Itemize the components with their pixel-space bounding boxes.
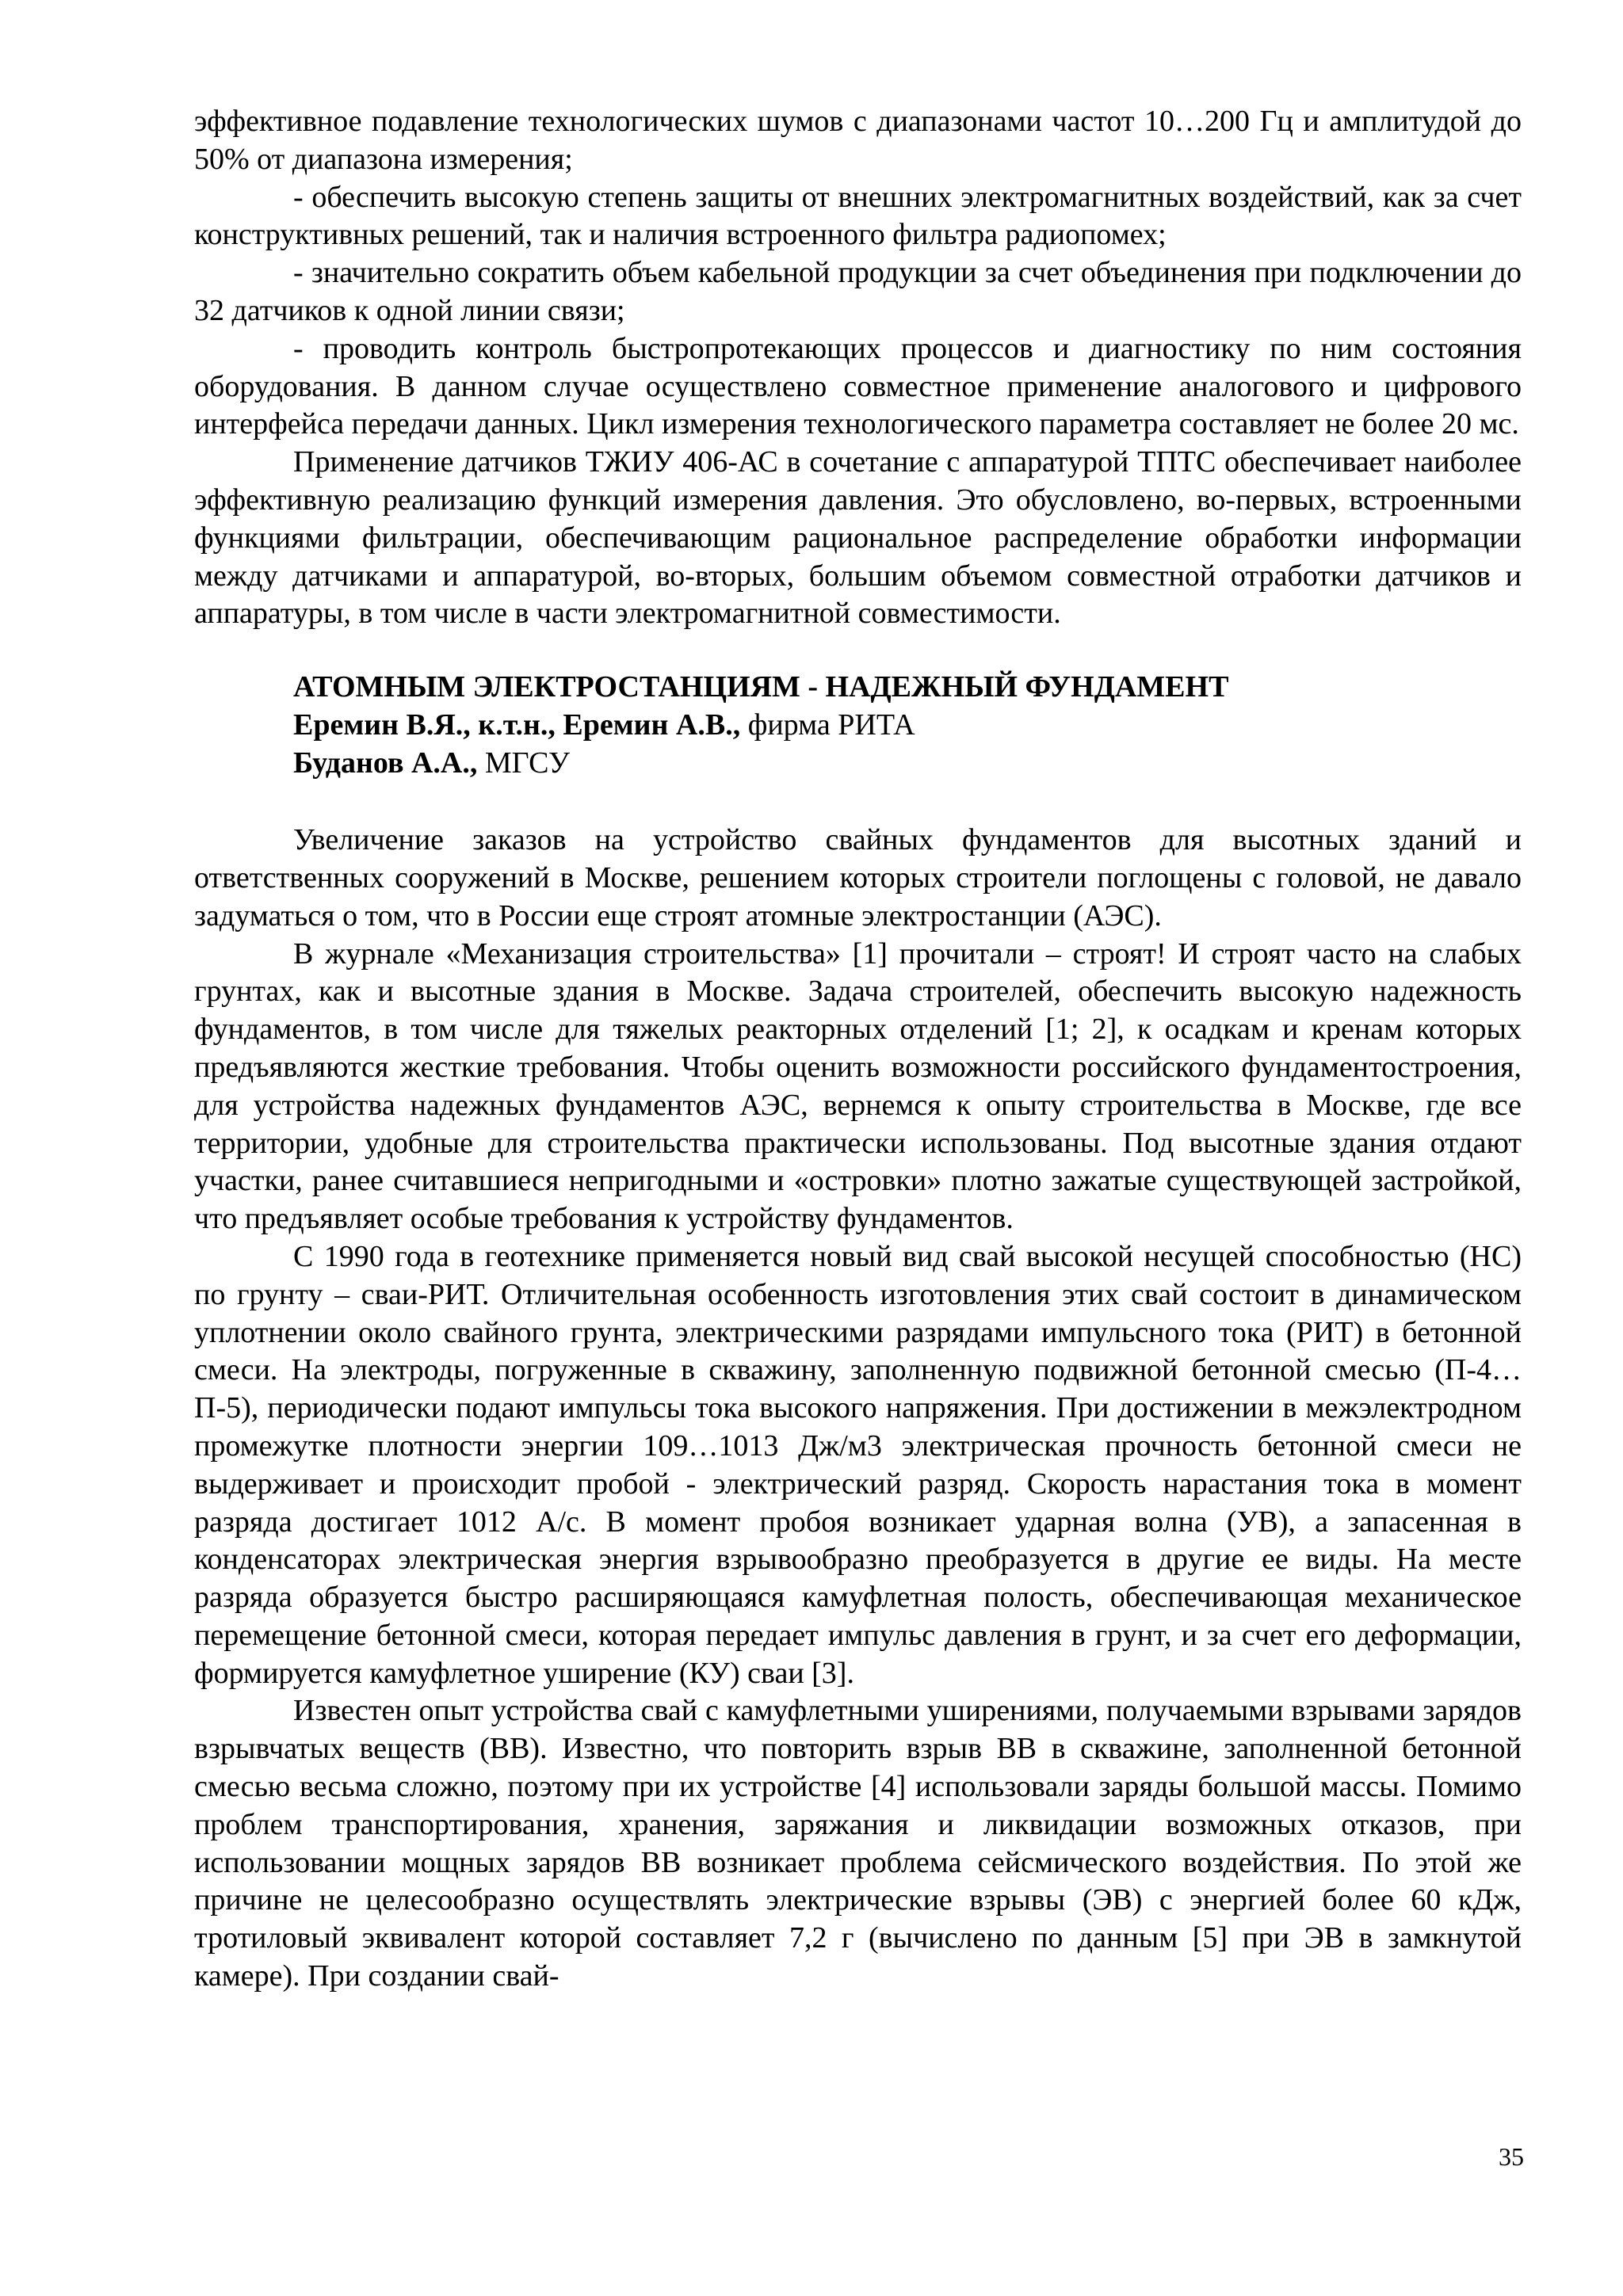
paragraph-sensor-application: Применение датчиков ТЖИУ 406-АС в сочетание с аппаратурой ТПТС обеспечивает наиболее эффективную реализацию функций измерения давления. Это обусловлено, во-первых, встроенными функциями фильтрации, обеспечивающим рациональное распределение обработки информации между датчиками и аппаратурой, во-вторых, большим объемом совместной отработки датчиков и аппаратуры, в том числе в части электромагнитной совместимости. bbox=[194, 445, 1522, 631]
author-affiliation: МГСУ bbox=[477, 746, 570, 780]
author-affiliation: фирма РИТА bbox=[740, 708, 915, 742]
paragraph-cable-reduction: - значительно сократить объем кабельной продукции за счет объединения при подключении до 32 датчиков к одной линии связи; bbox=[194, 256, 1522, 327]
paragraph-explosive-experience: Известен опыт устройства свай с камуфлетными уширениями, получаемыми взрывами зарядов взрывчатых веществ (ВВ). Известно, что повторить взрыв ВВ в скважине, заполненной бетонной смесью весьма сложно, поэтому при их устройстве [4] использовали заряды большой массы. Помимо проблем транспортирования, хранения, заряжания и ликвидации возможных отказов, при использовании мощных зарядов ВВ возникает проблема сейсмического воздействия. По этой же причине не целесообразно осуществлять электрические взрывы (ЭВ) с энергией более 60 кДж, тротиловый эквивалент которой составляет 7,2 г (вычислено по данным [5] при ЭВ в замкнутой камере). При создании свай- bbox=[194, 1694, 1522, 1993]
author-names: Еремин В.Я., к.т.н., Еремин А.В., bbox=[293, 708, 741, 742]
author-line bbox=[293, 744, 1522, 782]
paragraph-rit-piles: С 1990 года в геотехнике применяется новый вид свай высокой несущей способностью (НС) по грунту – сваи-РИТ. Отличительная особенность изготовления этих свай состоит в динамическом уплотнении около свайного грунта, электрическими разрядами импульсного тока (РИТ) в бетонной смеси. На электроды, погруженные в скважину, заполненную подвижной бетонной смесью (П-4…П-5), периодически подают импульсы тока высокого напряжения. При достижении в межэлектродном промежутке плотности энергии 109…1013 Дж/м3 электрическая прочность бетонной смеси не выдерживает и происходит пробой - электрический разряд. Скорость нарастания тока в момент разряда достигает 1012 А/с. В момент пробоя возникает ударная волна (УВ), а запасенная в конденсаторах электрическая энергия взрывообразно преобразуется в другие ее виды. На месте разряда образуется быстро расширяющаяся камуфлетная полость, обеспечивающая механическое перемещение бетонной смеси, которая передает импульс давления в грунт, и за счет его деформации, формируется камуфлетное уширение (КУ) сваи [3]. bbox=[194, 1239, 1522, 1690]
author-line bbox=[293, 706, 1522, 744]
article-title: АТОМНЫМ ЭЛЕКТРОСТАНЦИЯМ - НАДЕЖНЫЙ ФУНДАМЕНТ bbox=[293, 670, 1229, 704]
paragraph-emi-protection: - обеспечить высокую степень защиты от внешних электромагнитных воздействий, как за счет конструктивных решений, так и наличия встроенного фильтра радиопомех; bbox=[194, 180, 1522, 252]
page-number: 35 bbox=[1499, 2142, 1524, 2171]
paragraph-intro: Увеличение заказов на устройство свайных фундаментов для высотных зданий и ответственных сооружений в Москве, решением которых строители поглощены с головой, не давало задуматься о том, что в России еще строят атомные электростанции (АЭС). bbox=[194, 823, 1522, 933]
body-text bbox=[194, 103, 1522, 1996]
article-heading bbox=[194, 668, 1522, 782]
paragraph-journal-reference: В журнале «Механизация строительства» [1] прочитали – строят! И строят часто на слабых грунтах, как и высотные здания в Москве. Задача строителей, обеспечить высокую надежность фундаментов, в том числе для тяжелых реакторных отделений [1; 2], к осадкам и кренам которых предъявляются жесткие требования. Чтобы оценить возможности российского фундаментостроения, для устройства надежных фундаментов АЭС, вернемся к опыту строительства в Москве, где все территории, удобные для строительства практически использованы. Под высотные здания отдают участки, ранее считавшиеся непригодными и «островки» плотно зажатые существующей застройкой, что предъявляет особые требования к устройству фундаментов. bbox=[194, 936, 1522, 1236]
author-names: Буданов А.А., bbox=[293, 746, 478, 780]
paragraph-fast-process-control: - проводить контроль быстропротекающих процессов и диагностику по ним состояния оборудования. В данном случае осуществлено совместное применение аналогового и цифрового интерфейса передачи данных. Цикл измерения технологического параметра составляет не более 20 мс. bbox=[194, 331, 1522, 441]
paragraph-noise-suppression: эффективное подавление технологических шумов с диапазонами частот 10…200 Гц и амплитудой до 50% от диапазона измерения; bbox=[194, 105, 1522, 176]
